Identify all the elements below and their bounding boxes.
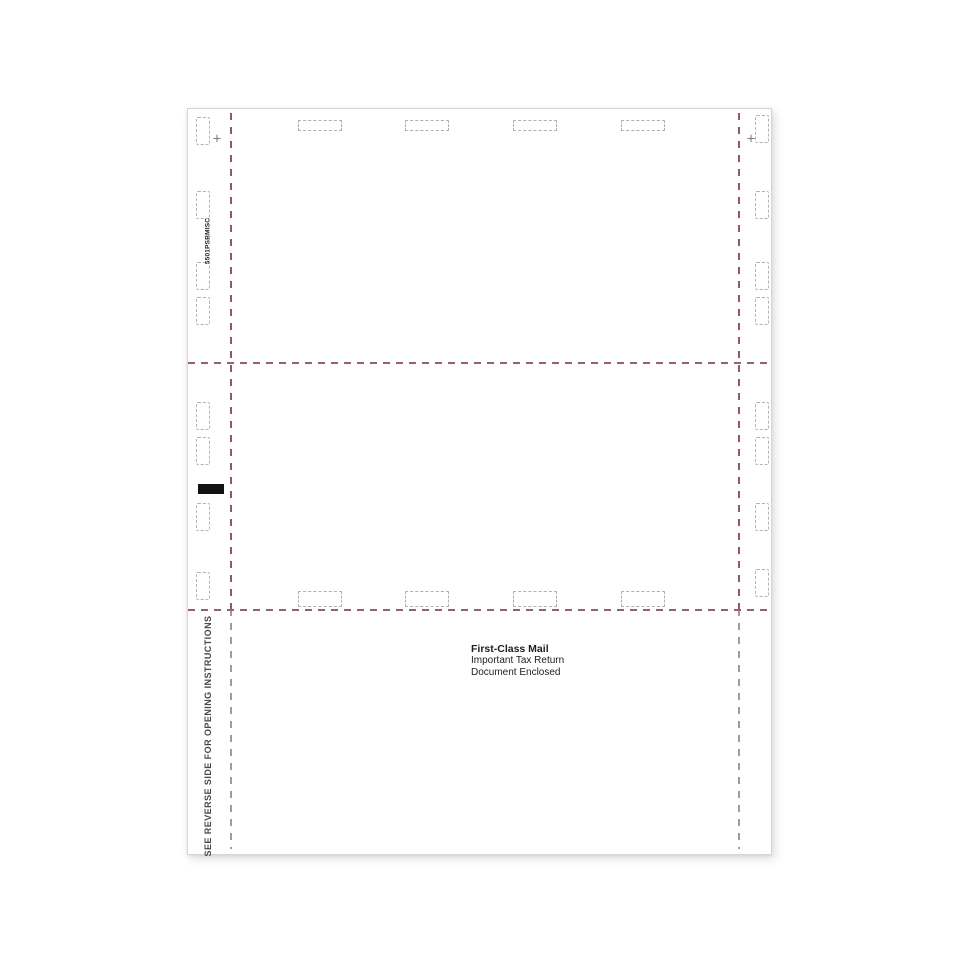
mailer-notice (471, 643, 564, 678)
glue-tab (196, 572, 210, 600)
glue-mark-box (405, 591, 449, 607)
left-perforation-line (230, 113, 232, 609)
glue-tab (196, 503, 210, 531)
glue-mark-box (298, 591, 342, 607)
glue-tab (196, 262, 210, 290)
right-perforation-line-lower (738, 609, 740, 849)
mailer-notice-line1: First-Class Mail (471, 643, 549, 655)
right-perforation-line (738, 113, 740, 609)
registration-plus-icon: + (746, 130, 756, 148)
glue-tab (196, 117, 210, 145)
glue-tab (755, 503, 769, 531)
glue-tab (755, 437, 769, 465)
fold-line-top (188, 362, 773, 364)
glue-mark-box (298, 120, 342, 131)
glue-mark-box (513, 591, 557, 607)
glue-tab (755, 402, 769, 430)
pressure-seal-form-sheet (187, 108, 772, 855)
glue-tab (196, 297, 210, 325)
glue-mark-box (621, 591, 665, 607)
mailer-notice-line2: Important Tax Return (471, 655, 565, 666)
glue-mark-box (621, 120, 665, 131)
glue-tab (196, 191, 210, 219)
left-perforation-line-lower (230, 609, 232, 849)
opening-instructions-text: SEE REVERSE SIDE FOR OPENING INSTRUCTIONS (203, 615, 213, 857)
glue-tab (755, 115, 769, 143)
glue-tab (755, 262, 769, 290)
fold-line-bottom (188, 609, 773, 611)
glue-tab (196, 437, 210, 465)
registration-plus-icon: + (212, 130, 222, 148)
glue-tab (755, 191, 769, 219)
form-number: 5501PSBMISC (204, 217, 212, 265)
glue-tab (755, 569, 769, 597)
glue-tab (196, 402, 210, 430)
timing-mark (198, 484, 224, 494)
glue-mark-box (513, 120, 557, 131)
glue-tab (755, 297, 769, 325)
glue-mark-box (405, 120, 449, 131)
mailer-notice-line3: Document Enclosed (471, 666, 561, 678)
